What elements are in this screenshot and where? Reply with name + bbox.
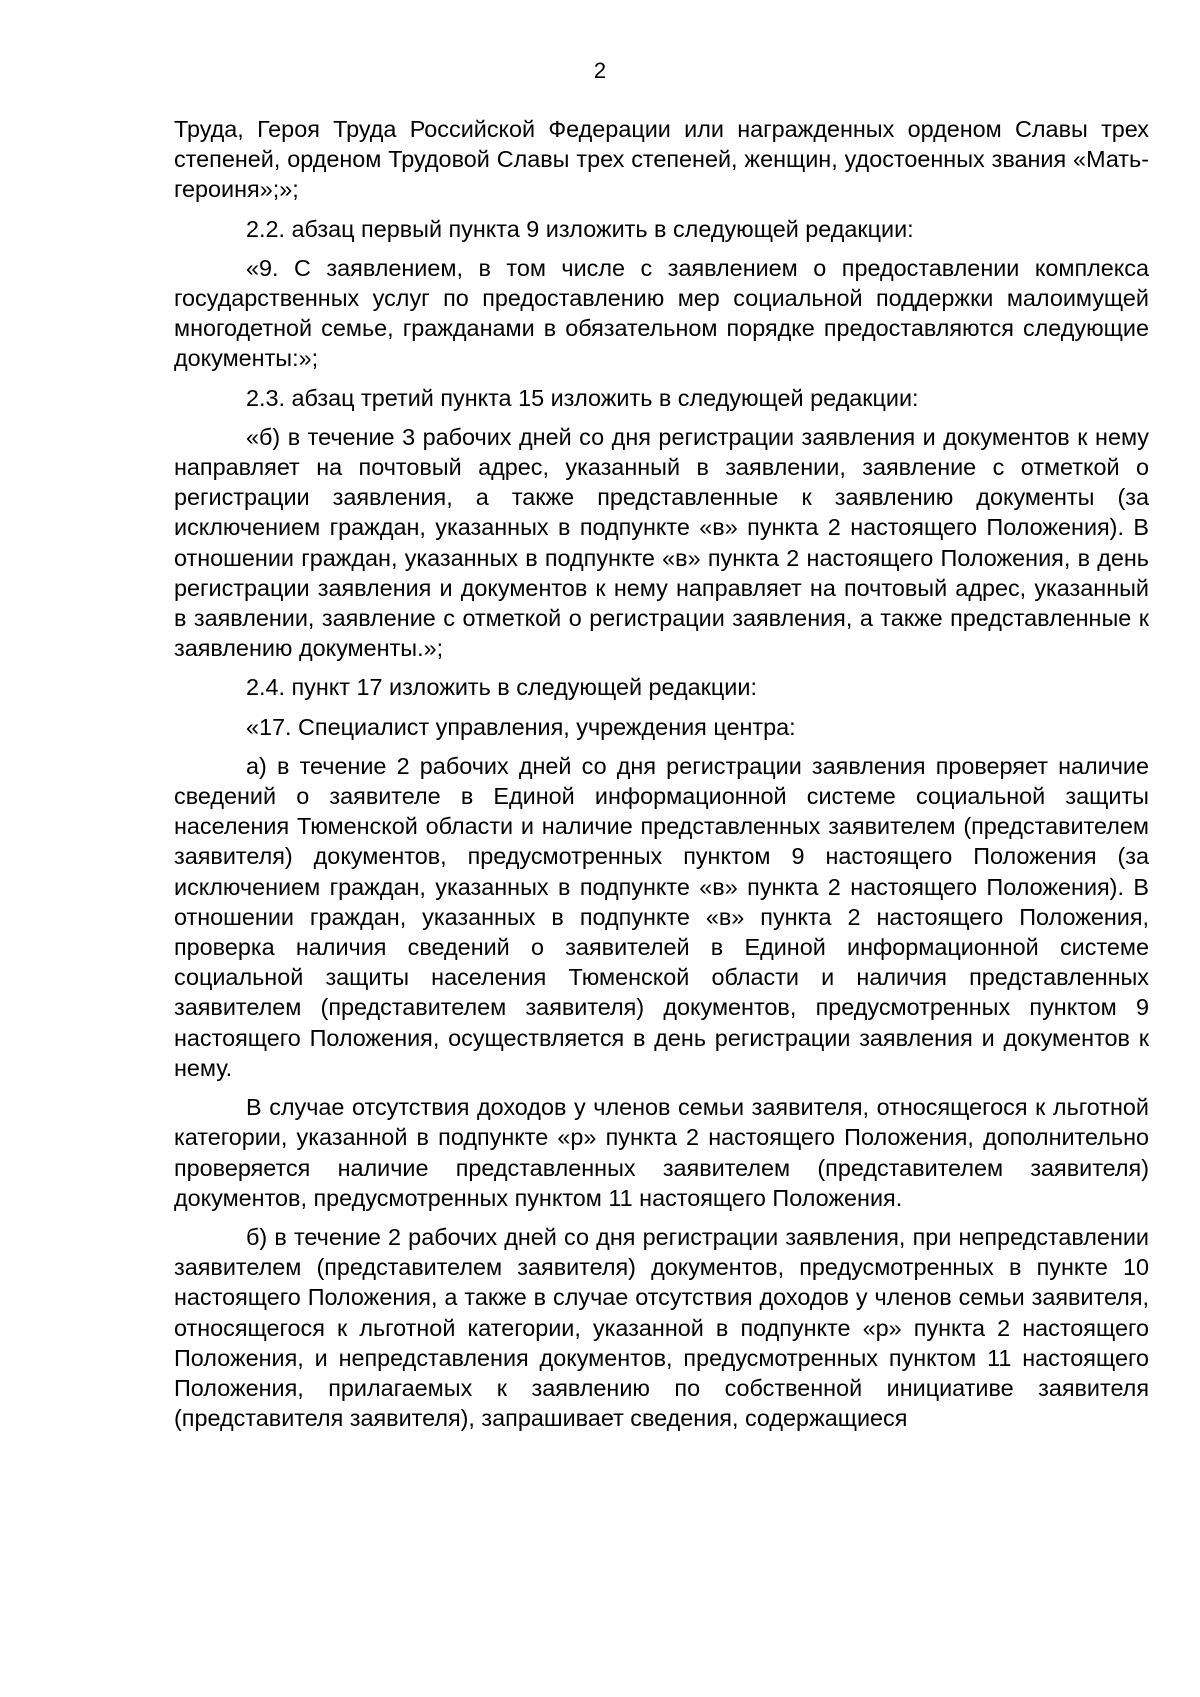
amendment-text-item-17: «17. Специалист управления, учреждения центра:: [246, 713, 796, 740]
amendment-heading-2-3: 2.3. абзац третий пункта 15 изложить в следующей редакции:: [246, 384, 919, 411]
paragraph-no-income-case: В случае отсутствия доходов у членов семьи заявителя, относящегося к льготной категории, указанной в подпункте «р» пункта 2 настоящего Положения, дополнительно проверяется наличие представленных заявителем (представителем заявителя) документов, предусмотренных пунктом 11 настоящего Положения.: [174, 1094, 1149, 1211]
subitem-b: б) в течение 2 рабочих дней со дня регистрации заявления, при непредставлении заявителем (представителем заявителя) документов, предусмотренных в пункте 10 настоящего Положения, а также в случае отсутствия доходов у членов семьи заявителя, относящегося к льготной категории, указанной в подпункте «р» пункта 2 настоящего Положения, и непредставления документов, предусмотренных пунктом 11 настоящего Положения, прилагаемых к заявлению по собственной инициативе заявителя (представителя заявителя), запрашивает сведения, содержащиеся: [174, 1223, 1149, 1432]
page-number: 2: [593, 58, 607, 83]
amendment-heading-2-2: 2.2. абзац первый пункта 9 изложить в следующей редакции:: [246, 215, 914, 242]
amendment-text-item-9: «9. С заявлением, в том числе с заявлением о предоставлении комплекса государственных услуг по предоставлению мер социальной поддержки малоимущей многодетной семье, гражданами в обязательном порядке предоставляются следующие документы:»;: [174, 254, 1149, 372]
paragraph-continuation: Труда, Героя Труда Российской Федерации или награжденных орденом Славы трех степеней, орденом Трудовой Славы трех степеней, женщин, удостоенных звания «Мать-героиня»;»;: [174, 116, 1149, 203]
amendment-heading-2-4: 2.4. пункт 17 изложить в следующей редакции:: [246, 674, 757, 701]
document-body: [174, 114, 1149, 1442]
amendment-text-item-15: «б) в течение 3 рабочих дней со дня регистрации заявления и документов к нему направляет на почтовый адрес, указанный в заявлении, заявление с отметкой о регистрации заявления, а также представленные к заявлению документы (за исключением граждан, указанных в подпункте «в» пункта 2 настоящего Положения). В отношении граждан, указанных в подпункте «в» пункта 2 настоящего Положения, в день регистрации заявления и документов к нему направляет на почтовый адрес, указанный в заявлении, заявление с отметкой о регистрации заявления, а также представленные к заявлению документы.»;: [174, 423, 1149, 662]
subitem-a: а) в течение 2 рабочих дней со дня регистрации заявления проверяет наличие сведений о заявителе в Единой информационной системе социальной защиты населения Тюменской области и наличие представленных заявителем (представителем заявителя) документов, предусмотренных пунктом 9 настоящего Положения (за исключением граждан, указанных в подпункте «в» пункта 2 настоящего Положения). В отношении граждан, указанных в подпункте «в» пункта 2 настоящего Положения, проверка наличия сведений о заявителей в Единой информационной системе социальной защиты населения Тюменской области и наличия представленных заявителем (представителем заявителя) документов, предусмотренных пунктом 9 настоящего Положения, осуществляется в день регистрации заявления и документов к нему.: [174, 752, 1149, 1081]
